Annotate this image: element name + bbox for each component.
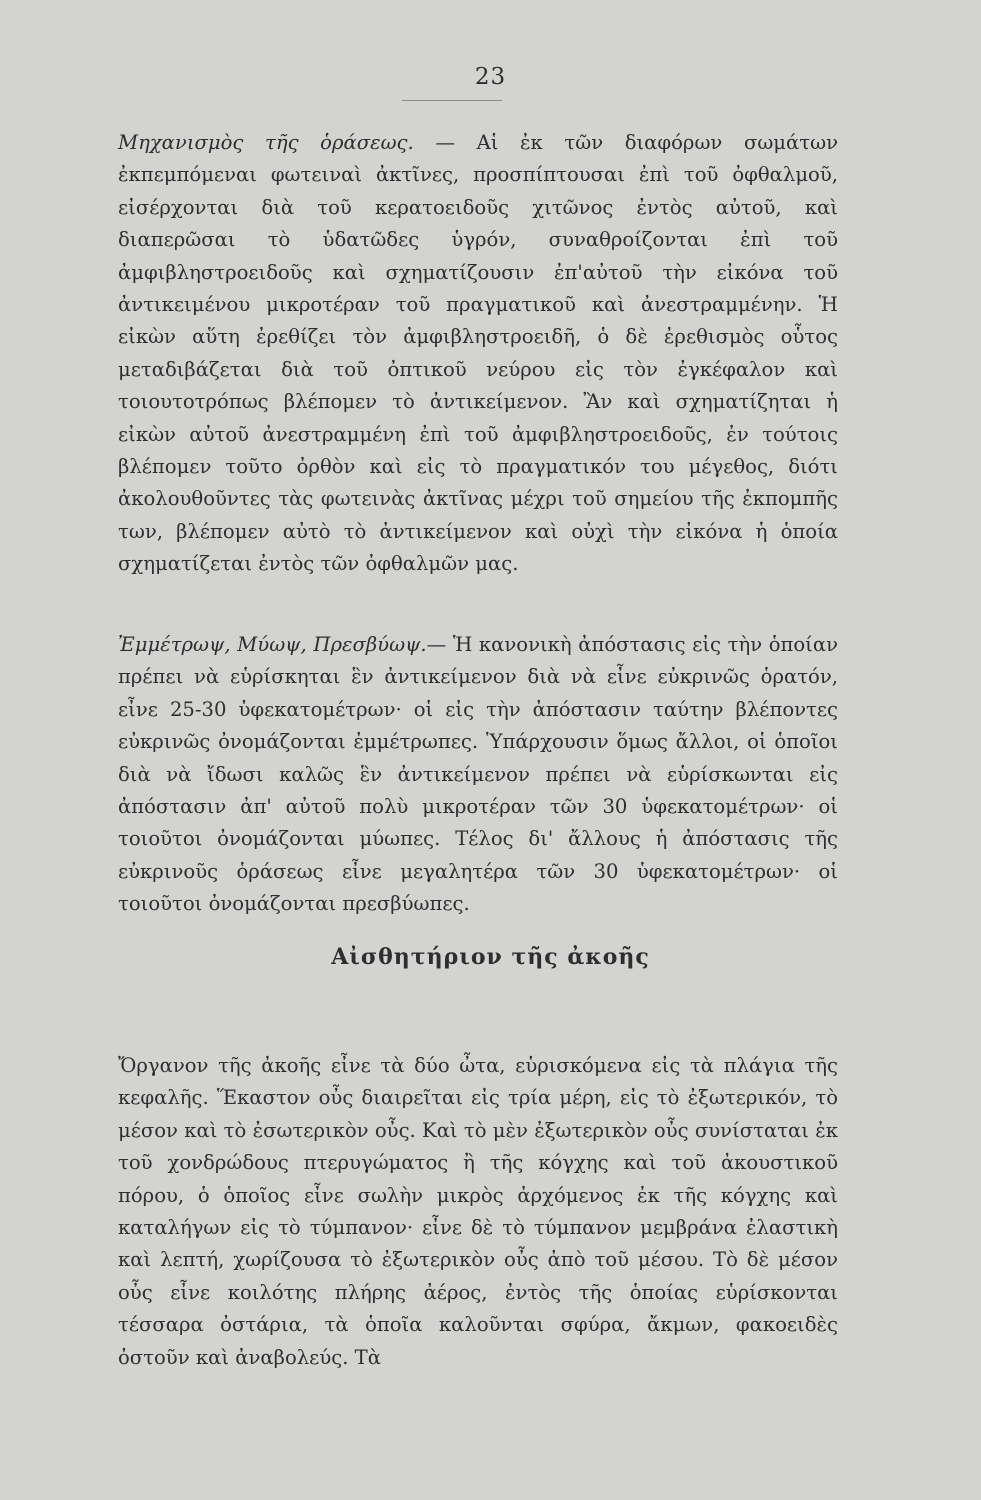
page-number-rule <box>402 100 502 101</box>
paragraph-text <box>118 629 838 921</box>
paragraph-hearing-organ <box>118 1050 838 1374</box>
page-number: 23 <box>474 64 507 90</box>
paragraph-body: — Ἡ κανονικὴ ἀπόστασις εἰς τὴν ὁποίαν πρέπει νὰ εὑρίσκηται ἓν ἀντικείμενον διὰ νὰ εἶνε εὐκρινῶς ὁρατόν, εἶνε 25-30 ὑφεκατομέτρων· οἱ εἰς τὴν ἀπόστασιν ταύτην βλέποντες εὐκρινῶς ὀνομάζονται ἐμμέτρωπες. Ὑπάρχουσιν ὅμως ἄλλοι, οἱ ὁποῖοι διὰ νὰ ἴδωσι καλῶς ἓν ἀντικείμενον πρέπει νὰ εὑρίσκωνται εἰς ἀπόστασιν ἀπ' αὐτοῦ πολὺ μικροτέραν τῶν 30 ὑφεκατομέτρων· οἱ τοιοῦτοι ὀνομάζονται μύωπες. Τέλος δι' ἄλλους ἡ ἀπόστασις τῆς εὐκρινοῦς ὁράσεως εἶνε μεγαλητέρα τῶν 30 ὑφεκατομέτρων· οἱ τοιοῦτοι ὀνομάζονται πρεσβύωπες. <box>118 633 838 916</box>
paragraph-body: Ὄργανον τῆς ἀκοῆς εἶνε τὰ δύο ὦτα, εὑρισκόμενα εἰς τὰ πλάγια τῆς κεφαλῆς. Ἕκαστον οὖς διαιρεῖται εἰς τρία μέρη, εἰς τὸ ἐξωτερικόν, τὸ μέσον καὶ τὸ ἐσωτερικὸν οὖς. Καὶ τὸ μὲν ἐξωτερικὸν οὖς συνίσταται ἐκ τοῦ χονδρώδους πτερυγώματος ἢ τῆς κόγχης καὶ τοῦ ἀκουστικοῦ πόρου, ὁ ὁποῖος εἶνε σωλὴν μικρὸς ἀρχόμενος ἐκ τῆς κόγχης καὶ καταλήγων εἰς τὸ τύμπανον· εἶνε δὲ τὸ τύμπανον μεμβράνα ἐλαστικὴ καὶ λεπτή, χωρίζουσα τὸ ἐξωτερικὸν οὖς ἀπὸ τοῦ μέσου. Τὸ δὲ μέσον οὖς εἶνε κοιλότης πλήρης ἀέρος, ἐντὸς τῆς ὁποίας εὑρίσκονται τέσσαρα ὀστάρια, τὰ ὁποῖα καλοῦνται σφύρα, ἄκμων, φακοειδὲς ὀστοῦν καὶ ἀναβολεύς. Τὰ <box>118 1054 838 1369</box>
paragraph-emmetropia <box>118 629 838 921</box>
paragraph-lead: Ἐμμέτρωψ, Μύωψ, Πρεσβύωψ. <box>118 633 427 656</box>
paragraph-body: — Αἱ ἐκ τῶν διαφόρων σωμάτων ἐκπεμπόμεναι φωτειναὶ ἀκτῖνες, προσπίπτουσαι ἐπὶ τοῦ ὀφθαλμοῦ, εἰσέρχονται διὰ τοῦ κερατοειδοῦς χιτῶνος ἐντὸς αὐτοῦ, καὶ διαπερῶσαι τὸ ὑδατῶδες ὑγρόν, συναθροίζονται ἐπὶ τοῦ ἀμφιβληστροειδοῦς καὶ σχηματίζουσιν ἐπ'αὐτοῦ τὴν εἰκόνα τοῦ ἀντικειμένου μικροτέραν τοῦ πραγματικοῦ καὶ ἀνεστραμμένην. Ἡ εἰκὼν αὕτη ἐρεθίζει τὸν ἀμφιβληστροειδῆ, ὁ δὲ ἐρεθισμὸς οὗτος μεταδιβάζεται διὰ τοῦ ὀπτικοῦ νεύρου εἰς τὸν ἐγκέφαλον καὶ τοιουτοτρόπως βλέπομεν τὸ ἀντικείμενον. Ἂν καὶ σχηματίζηται ἡ εἰκὼν αὐτοῦ ἀνεστραμμένη ἐπὶ τοῦ ἀμφιβληστροειδοῦς, ἐν τούτοις βλέπομεν τοῦτο ὀρθὸν καὶ εἰς τὸ πραγματικόν του μέγεθος, διότι ἀκολουθοῦντες τὰς φωτεινὰς ἀκτῖνας μέχρι τοῦ σημείου τῆς ἐκπομπῆς των, βλέπομεν αὐτὸ τὸ ἀντικείμενον καὶ οὐχὶ τὴν εἰκόνα ἡ ὁποία σχηματίζεται ἐντὸς τῶν ὀφθαλμῶν μας. <box>118 131 838 576</box>
paragraph-lead: Μηχανισμὸς τῆς ὁράσεως. <box>118 131 414 154</box>
paragraph-text <box>118 127 838 581</box>
section-heading: Αἰσθητήριον τῆς ἀκοῆς <box>331 944 650 970</box>
paragraph-vision-mechanism <box>118 127 838 581</box>
